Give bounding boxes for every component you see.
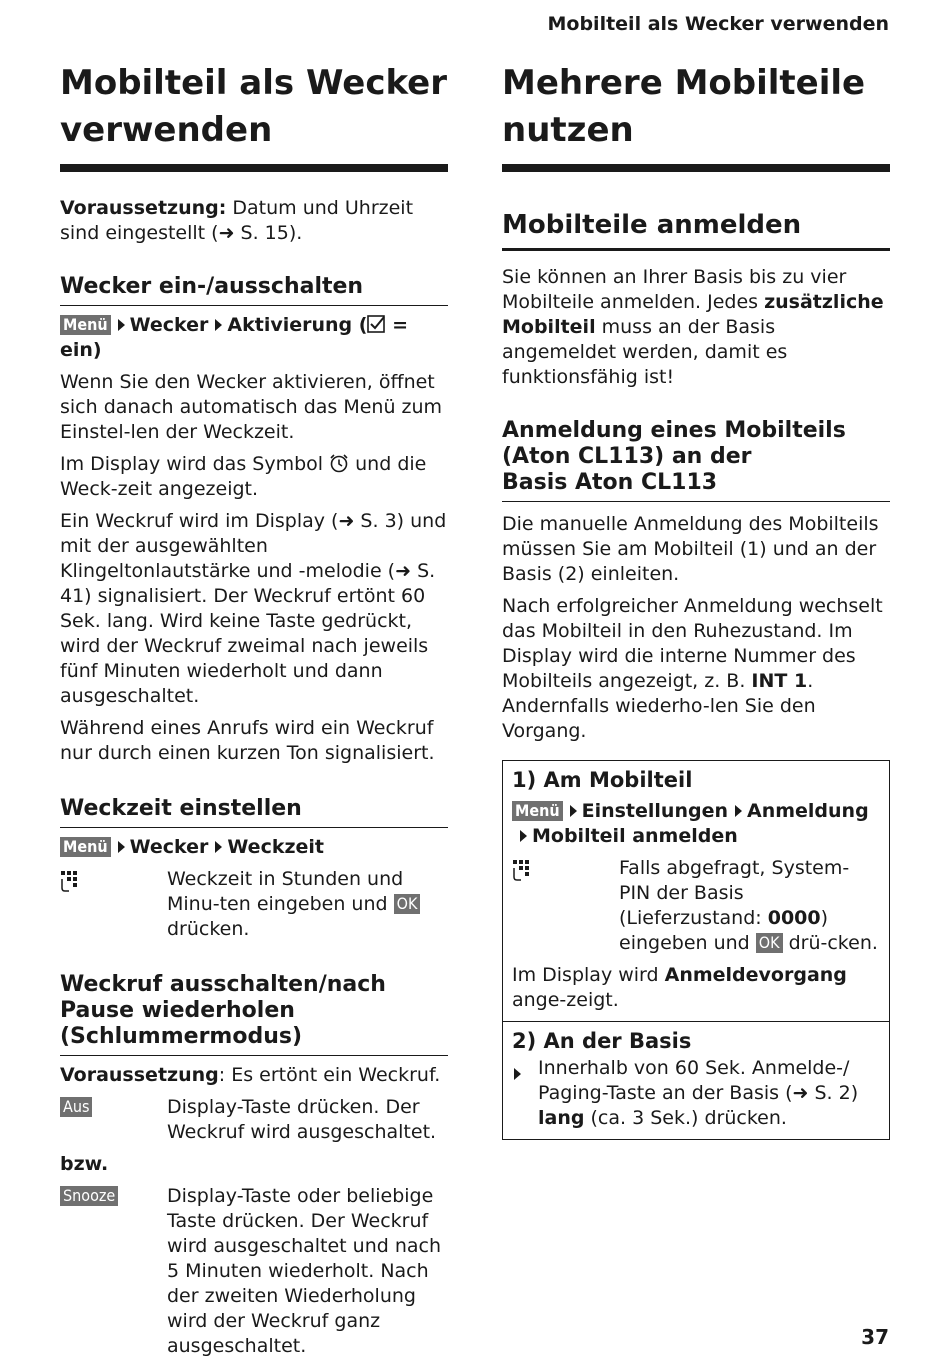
section-title-snooze: Weckruf ausschalten/nach Pause wiederholen (Schlummermodus) bbox=[60, 972, 448, 1056]
keypad-icon bbox=[60, 870, 82, 892]
paragraph: Während eines Anrufs wird ein Weckruf nur durch einen kurzen Ton signalisiert. bbox=[60, 717, 435, 764]
menu-key[interactable]: Menü bbox=[60, 315, 111, 335]
chevron-right-icon bbox=[118, 319, 125, 331]
alarm-clock-icon bbox=[329, 453, 349, 473]
procedure-step-base bbox=[503, 1021, 889, 1139]
arrow-icon: ➜ bbox=[338, 510, 355, 532]
procedure-box bbox=[502, 760, 890, 1140]
bullet-item: Innerhalb von 60 Sek. Anmelde-/ Paging-Taste an der Basis (➜ S. 2) lang (ca. 3 Sek.) drücken. bbox=[512, 1056, 880, 1131]
chevron-right-icon bbox=[215, 841, 222, 853]
chevron-right-icon bbox=[118, 841, 125, 853]
step-title: 1) Am Mobilteil bbox=[512, 768, 693, 792]
chevron-right-icon bbox=[735, 805, 742, 817]
prerequisite: Voraussetzung: Es ertönt ein Weckruf. bbox=[60, 1064, 441, 1086]
chapter-title-handsets: Mehrere Mobilteile nutzen bbox=[502, 60, 890, 172]
running-header: Mobilteil als Wecker verwenden bbox=[547, 13, 889, 35]
paragraph: Wenn Sie den Wecker aktivieren, öffnet sich danach automatisch das Menü zum Einstel-len der Weckzeit. bbox=[60, 371, 443, 443]
arrow-icon: ➜ bbox=[218, 222, 235, 244]
section-title-alarm-time: Weckzeit einstellen bbox=[60, 796, 448, 828]
instruction-row: Aus Display-Taste drücken. Der Weckruf wird ausgeschaltet. bbox=[60, 1095, 448, 1145]
instruction-row: Falls abgefragt, System-PIN der Basis (Lieferzustand: 0000) eingeben und OK drü-cken. bbox=[512, 856, 880, 956]
left-column bbox=[60, 60, 448, 1359]
menu-path-alarm: Menü Wecker Aktivierung ( = ein) bbox=[60, 314, 408, 361]
procedure-step-handset bbox=[503, 761, 889, 1021]
menu-path-register: Menü Einstellungen Anmeldung Mobilteil anmelden bbox=[512, 799, 880, 849]
menu-key[interactable]: Menü bbox=[512, 801, 563, 821]
paragraph: Sie können an Ihrer Basis bis zu vier Mobilteile anmelden. Jedes zusätzliche Mobilteil muss an der Basis angemeldet werden, damit es funktionsfähig ist! bbox=[502, 266, 884, 388]
page-number: 37 bbox=[861, 1325, 889, 1349]
chapter-title-alarm: Mobilteil als Wecker verwenden bbox=[60, 60, 448, 172]
prerequisite: Voraussetzung: Datum und Uhrzeit sind eingestellt (➜ S. 15). bbox=[60, 197, 414, 244]
paragraph: Die manuelle Anmeldung des Mobilteils müssen Sie am Mobilteil (1) und an der Basis (2) einleiten. bbox=[502, 513, 879, 585]
bullet-triangle-icon bbox=[514, 1068, 521, 1080]
or-label: bzw. bbox=[60, 1153, 109, 1175]
subsection-title-registration: Anmeldung eines Mobilteils (Aton CL113) an der Basis Aton CL113 bbox=[502, 418, 890, 502]
aus-key[interactable]: Aus bbox=[60, 1097, 92, 1117]
checkbox-checked-icon bbox=[367, 315, 385, 333]
chevron-right-icon bbox=[570, 805, 577, 817]
paragraph: Nach erfolgreicher Anmeldung wechselt das Mobilteil in den Ruhezustand. Im Display wird die interne Nummer des Mobilteils angezeigt, z. B. INT 1. Andernfalls wiederho-len Sie den Vorgang. bbox=[502, 595, 883, 742]
ok-key[interactable]: OK bbox=[756, 933, 783, 953]
instruction-row: Weckzeit in Stunden und Minu-ten eingeben und OK drücken. bbox=[60, 867, 448, 942]
instruction-row: Snooze Display-Taste oder beliebige Taste drücken. Der Weckruf wird ausgeschaltet und nach 5 Minuten wiederholt. Nach der zweiten Wiederholung wird der Weckruf ganz ausgeschaltet. bbox=[60, 1184, 448, 1359]
status-text: Im Display wird Anmeldevorgang ange-zeigt. bbox=[512, 964, 847, 1011]
menu-key[interactable]: Menü bbox=[60, 837, 111, 857]
paragraph: Ein Weckruf wird im Display (➜ S. 3) und mit der ausgewählten Klingeltonlautstärke und -melodie (➜ S. 41) signalisiert. Der Weckruf ertönt 60 Sek. lang. Wird keine Taste gedrückt, wird der Weckruf zweimal nach jeweils fünf Minuten wiederholt und dann ausgeschaltet. bbox=[60, 510, 447, 707]
section-title-alarm-toggle: Wecker ein-/ausschalten bbox=[60, 274, 448, 306]
paragraph: Im Display wird das Symbol und die Weck-zeit angezeigt. bbox=[60, 453, 427, 500]
arrow-icon: ➜ bbox=[395, 560, 412, 582]
menu-path-alarm-time: Menü Wecker Weckzeit bbox=[60, 835, 448, 860]
arrow-icon: ➜ bbox=[792, 1082, 809, 1104]
keypad-icon bbox=[512, 859, 534, 881]
step-title: 2) An der Basis bbox=[512, 1029, 692, 1053]
chevron-right-icon bbox=[520, 830, 527, 842]
section-title-register: Mobilteile anmelden bbox=[502, 208, 890, 251]
snooze-key[interactable]: Snooze bbox=[60, 1186, 118, 1206]
right-column bbox=[502, 60, 890, 1140]
chevron-right-icon bbox=[215, 319, 222, 331]
ok-key[interactable]: OK bbox=[394, 894, 421, 914]
